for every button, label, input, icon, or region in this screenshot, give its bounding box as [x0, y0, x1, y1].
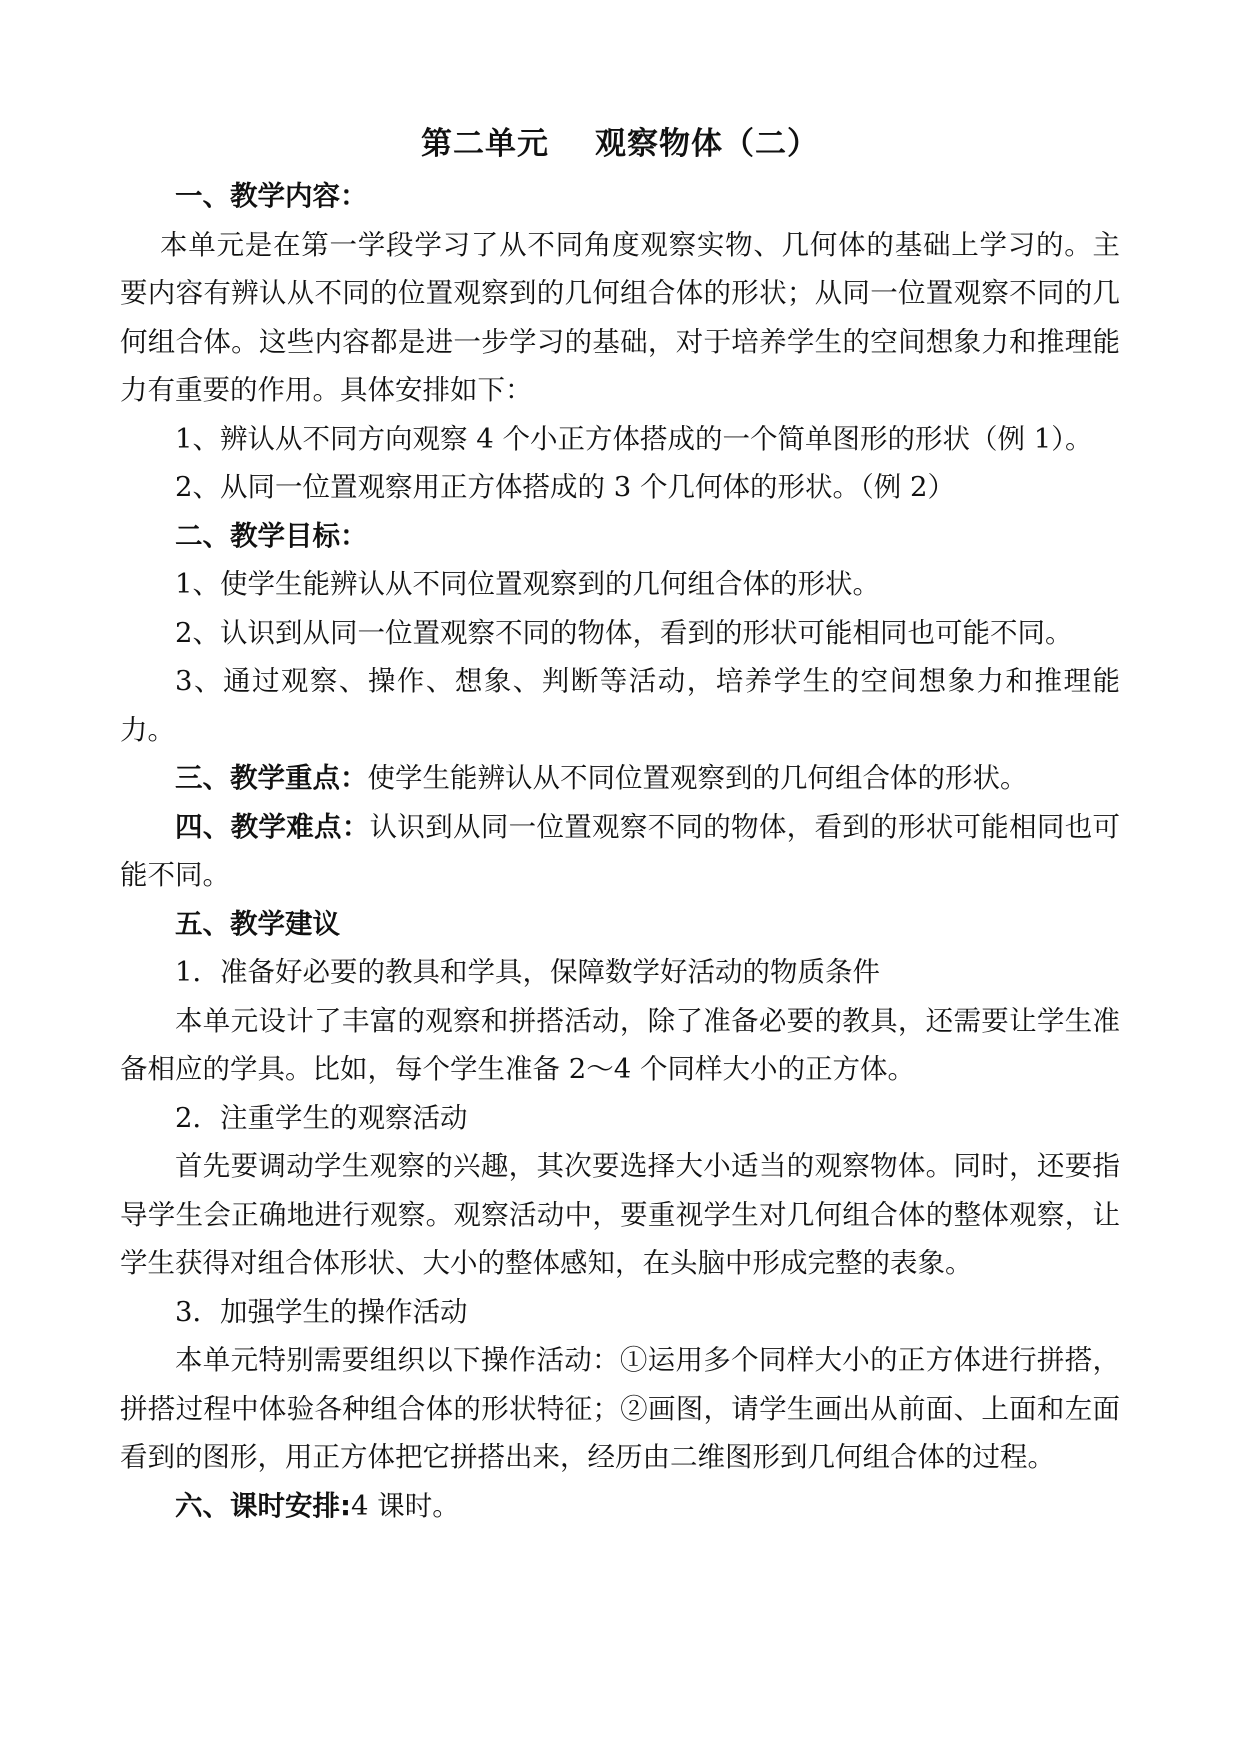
title-topic: 观察物体（二）	[595, 126, 819, 162]
suggestion-1-text: 本单元设计了丰富的观察和拼搭活动，除了准备必要的教具，还需要让学生准备相应的学具。比如，每个学生准备 2～4 个同样大小的正方体。	[120, 1004, 1120, 1085]
difficulty-text: 认识到从同一位置观察不同的物体，看到的形状可能相同也可能不同。	[120, 810, 1121, 891]
suggestion-2-text: 首先要调动学生观察的兴趣，其次要选择大小适当的观察物体。同时，还要指导学生会正确地进行观察。观察活动中，要重视学生对几何组合体的整体观察，让学生获得对组合体形状、大小的整体感知，在头脑中形成完整的表象。	[120, 1150, 1120, 1279]
heading-goals: 二、教学目标：	[175, 519, 368, 552]
content-item-1: 1、辨认从不同方向观察 4 个小正方体搭成的一个简单图形的形状（例 1）。	[175, 422, 1093, 455]
difficulty-paragraph	[120, 803, 1120, 900]
title-unit: 第二单元	[421, 126, 549, 162]
heading-content: 一、教学内容：	[175, 180, 368, 212]
goal-item-1: 1、使学生能辨认从不同位置观察到的几何组合体的形状。	[175, 568, 880, 600]
document-title	[120, 118, 1120, 170]
suggestion-2-title: 2．注重学生的观察活动	[175, 1101, 468, 1134]
document-page	[120, 118, 1120, 1530]
suggestion-3-text: 本单元特别需要组织以下操作活动：①运用多个同样大小的正方体进行拼搭，拼搭过程中体验各种组合体的形状特征；②画图，请学生画出从前面、上面和左面看到的图形，用正方体把它拼搭出来，经历由二维图形到几何组合体的过程。	[120, 1344, 1120, 1473]
suggestion-1-title: 1．准备好必要的教具和学具，保障数学好活动的物质条件	[175, 956, 880, 988]
goal-item-2: 2、认识到从同一位置观察不同的物体，看到的形状可能相同也可能不同。	[175, 616, 1073, 649]
focus-text: 使学生能辨认从不同位置观察到的几何组合体的形状。	[367, 762, 1028, 794]
goal-item-3: 3、通过观察、操作、想象、判断等活动，培养学生的空间想象力和推理能力。	[120, 665, 1120, 746]
content-item-2: 2、从同一位置观察用正方体搭成的 3 个几何体的形状。（例 2）	[175, 471, 955, 503]
schedule-text: 4 课时。	[351, 1489, 460, 1522]
content-intro: 本单元是在第一学段学习了从不同角度观察实物、几何体的基础上学习的。主要内容有辨认从不同的位置观察到的几何组合体的形状；从同一位置观察不同的几何组合体。这些内容都是进一步学习的基础，对于培养学生的空间想象力和推理能力有重要的作用。具体安排如下：	[120, 228, 1120, 406]
heading-focus: 三、教学重点：	[175, 762, 368, 794]
heading-schedule: 六、课时安排:	[175, 1489, 351, 1522]
suggestion-3-title: 3．加强学生的操作活动	[175, 1295, 468, 1328]
heading-difficulty: 四、教学难点：	[175, 810, 370, 843]
heading-suggestions: 五、教学建议	[175, 907, 340, 940]
schedule-paragraph	[120, 1482, 1120, 1531]
focus-paragraph	[120, 754, 1120, 803]
